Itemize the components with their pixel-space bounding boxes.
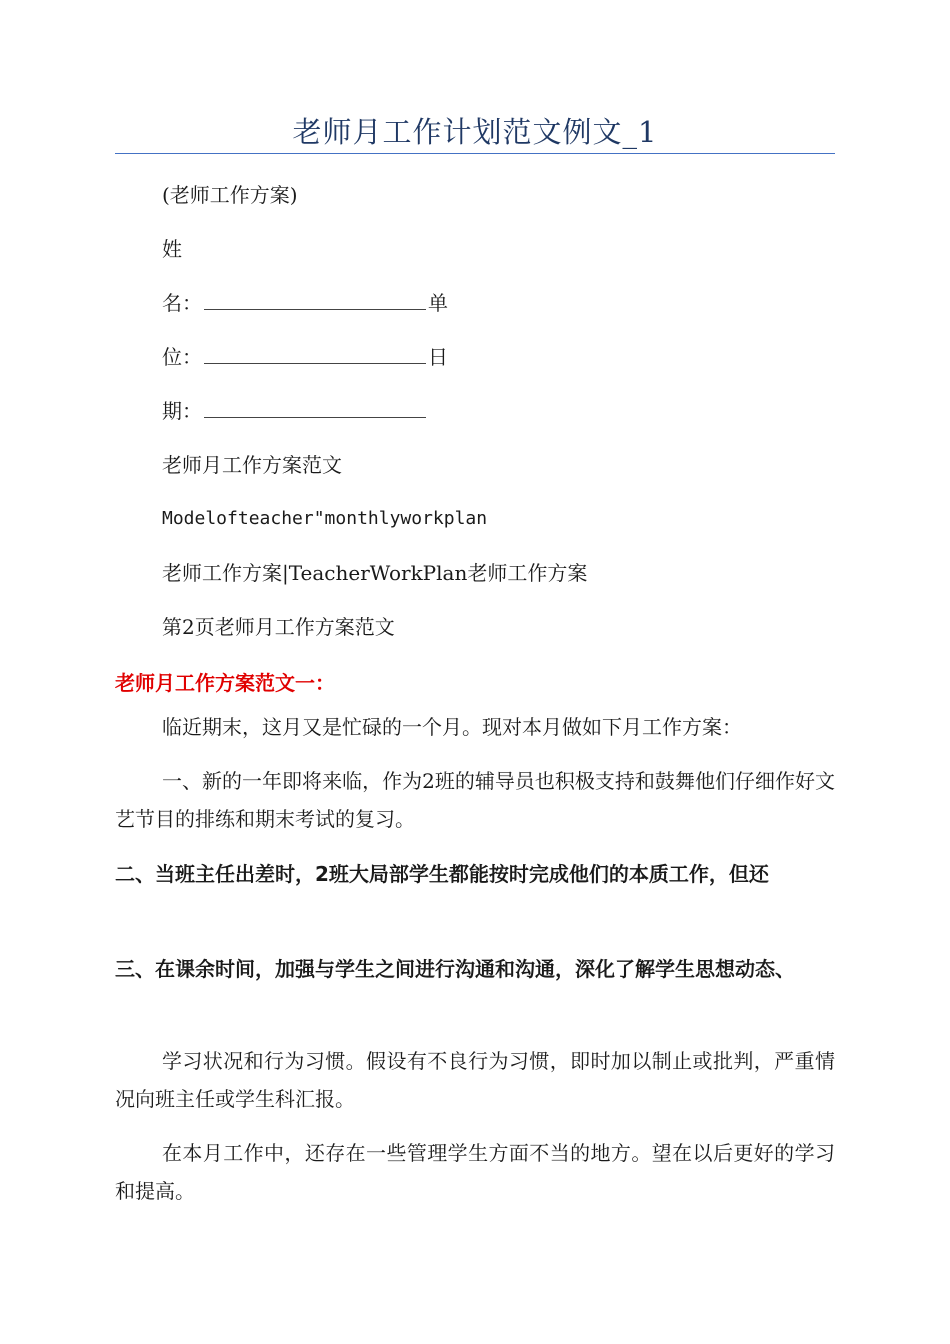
paragraph: 临近期末，这月又是忙碌的一个月。现对本月做如下月工作方案：: [162, 715, 742, 739]
title-underline: [115, 153, 835, 154]
unit-blank: [204, 345, 426, 364]
unit-label-2: 位：: [162, 345, 202, 369]
unit-label-1: 单: [428, 291, 448, 315]
intro-line: 第2页老师月工作方案范文: [162, 615, 395, 639]
date-label-2: 期：: [162, 399, 202, 423]
name-blank: [204, 291, 426, 310]
intro-line: 老师工作方案|TeacherWorkPlan老师工作方案: [162, 561, 588, 585]
paragraph: 一、新的一年即将来临，作为2班的辅导员也积极支持和鼓舞他们仔细作好文艺节目的排练和期末考试的复习。: [115, 769, 835, 831]
date-label-1: 日: [428, 345, 448, 369]
document-title: 老师月工作计划范文例文_1: [292, 115, 658, 149]
paragraph: 在本月工作中，还存在一些管理学生方面不当的地方。望在以后更好的学习和提高。: [115, 1141, 835, 1203]
paragraph: 学习状况和行为习惯。假设有不良行为习惯，即时加以制止或批判，严重情况向班主任或学生科汇报。: [115, 1049, 835, 1111]
date-field-line: [162, 396, 428, 426]
name-label-1: 姓: [162, 237, 182, 261]
name-label-line1: [162, 234, 182, 264]
unit-field-line: [162, 342, 448, 372]
bold-paragraph: 二、当班主任出差时，2班大局部学生都能按时完成他们的本质工作，但还: [115, 862, 769, 886]
bold-paragraph: 三、在课余时间，加强与学生之间进行沟通和沟通，深化了解学生思想动态、: [115, 957, 795, 981]
date-blank: [204, 399, 426, 418]
intro-line: Modelofteacher"monthlyworkplan: [162, 508, 488, 529]
intro-line: 老师月工作方案范文: [162, 453, 342, 477]
subtitle: (老师工作方案): [162, 183, 298, 207]
name-field-line: [162, 288, 448, 318]
section-heading: 老师月工作方案范文一：: [115, 671, 335, 695]
name-label-2: 名：: [162, 291, 202, 315]
